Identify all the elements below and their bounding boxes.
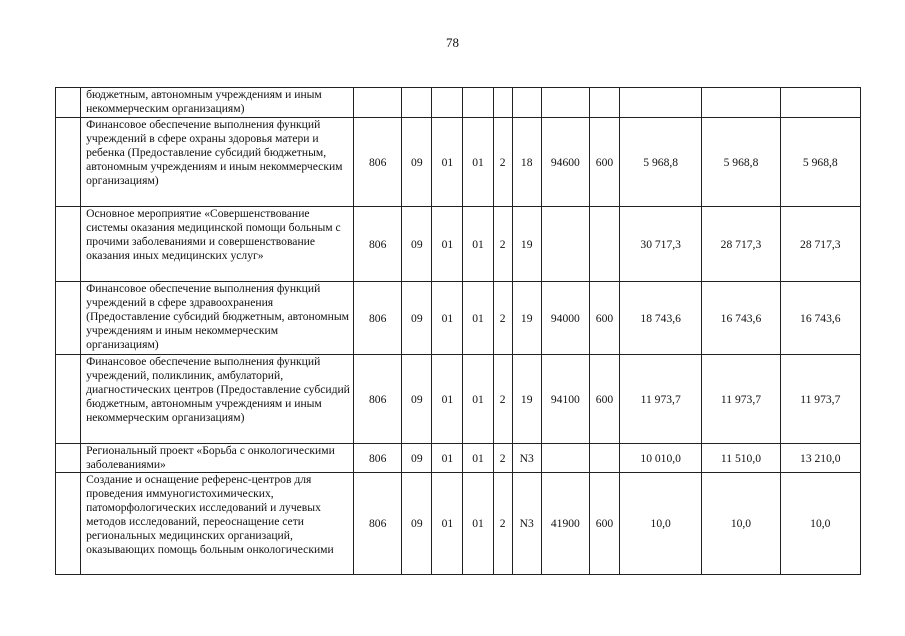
table-row xyxy=(56,118,861,207)
subsection-code-cell: 01 xyxy=(432,355,463,444)
row-index-cell xyxy=(56,444,81,473)
expense-type-cell xyxy=(589,207,619,282)
event-code-cell: N3 xyxy=(512,473,541,575)
sum-year1-cell: 11 973,7 xyxy=(620,355,702,444)
sum-year1-cell: 18 743,6 xyxy=(620,282,702,355)
program-code-cell: 01 xyxy=(463,355,493,444)
sum-year2-cell: 11 510,0 xyxy=(702,444,780,473)
sum-year3-cell: 11 973,7 xyxy=(780,355,860,444)
expense-type-cell xyxy=(589,88,619,118)
subprogram-code-cell: 2 xyxy=(493,118,512,207)
admin-code-cell: 806 xyxy=(354,355,402,444)
expense-type-cell: 600 xyxy=(589,118,619,207)
sum-year3-cell: 28 717,3 xyxy=(780,207,860,282)
sum-year1-cell: 5 968,8 xyxy=(620,118,702,207)
row-index-cell xyxy=(56,207,81,282)
sum-year2-cell: 11 973,7 xyxy=(702,355,780,444)
table-row xyxy=(56,355,861,444)
subsection-code-cell: 01 xyxy=(432,473,463,575)
subprogram-code-cell: 2 xyxy=(493,444,512,473)
direction-code-cell: 94600 xyxy=(541,118,589,207)
event-code-cell: 19 xyxy=(512,355,541,444)
sum-year1-cell: 10,0 xyxy=(620,473,702,575)
expense-type-cell: 600 xyxy=(589,282,619,355)
event-code-cell: 19 xyxy=(512,207,541,282)
row-index-cell xyxy=(56,355,81,444)
subprogram-code-cell: 2 xyxy=(493,355,512,444)
subsection-code-cell: 01 xyxy=(432,118,463,207)
sum-year3-cell: 5 968,8 xyxy=(780,118,860,207)
sum-year2-cell: 16 743,6 xyxy=(702,282,780,355)
expense-name-cell: Финансовое обеспечение выполнения функций учреждений, поликлиник, амбулаторий, диагностических центров (Предоставление субсидий бюджетным, автономным учреждениям и иным некоммерческим организациям) xyxy=(81,355,354,444)
row-index-cell xyxy=(56,88,81,118)
expense-name-cell: Основное мероприятие «Совершенствование системы оказания медицинской помощи больным с прочими заболеваниями и совершенствование оказания иных медицинских услуг» xyxy=(81,207,354,282)
table-row xyxy=(56,444,861,473)
expense-type-cell: 600 xyxy=(589,473,619,575)
row-index-cell xyxy=(56,118,81,207)
table-row xyxy=(56,473,861,575)
event-code-cell: N3 xyxy=(512,444,541,473)
program-code-cell: 01 xyxy=(463,282,493,355)
subsection-code-cell: 01 xyxy=(432,444,463,473)
direction-code-cell xyxy=(541,207,589,282)
table-row xyxy=(56,282,861,355)
sum-year3-cell: 10,0 xyxy=(780,473,860,575)
direction-code-cell: 41900 xyxy=(541,473,589,575)
sum-year2-cell: 10,0 xyxy=(702,473,780,575)
sum-year3-cell xyxy=(780,88,860,118)
program-code-cell: 01 xyxy=(463,207,493,282)
subsection-code-cell: 01 xyxy=(432,207,463,282)
sum-year2-cell xyxy=(702,88,780,118)
program-code-cell xyxy=(463,88,493,118)
direction-code-cell xyxy=(541,444,589,473)
sum-year1-cell: 30 717,3 xyxy=(620,207,702,282)
sum-year3-cell: 16 743,6 xyxy=(780,282,860,355)
expense-type-cell: 600 xyxy=(589,355,619,444)
sum-year2-cell: 5 968,8 xyxy=(702,118,780,207)
subprogram-code-cell xyxy=(493,88,512,118)
expense-name-cell: Региональный проект «Борьба с онкологическими заболеваниями» xyxy=(81,444,354,473)
admin-code-cell: 806 xyxy=(354,207,402,282)
sum-year1-cell: 10 010,0 xyxy=(620,444,702,473)
admin-code-cell: 806 xyxy=(354,118,402,207)
admin-code-cell: 806 xyxy=(354,444,402,473)
subsection-code-cell xyxy=(432,88,463,118)
section-code-cell: 09 xyxy=(402,444,432,473)
admin-code-cell xyxy=(354,88,402,118)
admin-code-cell: 806 xyxy=(354,282,402,355)
expense-name-cell: Финансовое обеспечение выполнения функций учреждений в сфере здравоохранения (Предоставление субсидий бюджетным, автономным учреждениям и иным некоммерческим организациям) xyxy=(81,282,354,355)
expense-name-cell: бюджетным, автономным учреждениям и иным некоммерческим организациям) xyxy=(81,88,354,118)
section-code-cell: 09 xyxy=(402,118,432,207)
program-code-cell: 01 xyxy=(463,444,493,473)
subprogram-code-cell: 2 xyxy=(493,473,512,575)
expense-name-cell: Финансовое обеспечение выполнения функций учреждений в сфере охраны здоровья матери и ребенка (Предоставление субсидий бюджетным, автономным учреждениям и иным некоммерческим организациям) xyxy=(81,118,354,207)
event-code-cell: 19 xyxy=(512,282,541,355)
section-code-cell: 09 xyxy=(402,207,432,282)
sum-year1-cell xyxy=(620,88,702,118)
direction-code-cell: 94000 xyxy=(541,282,589,355)
event-code-cell xyxy=(512,88,541,118)
subsection-code-cell: 01 xyxy=(432,282,463,355)
row-index-cell xyxy=(56,282,81,355)
section-code-cell xyxy=(402,88,432,118)
program-code-cell: 01 xyxy=(463,118,493,207)
expense-name-cell: Создание и оснащение референс-центров для проведения иммуногистохимических, патоморфологических исследований и лучевых методов исследований, переоснащение сети региональных медицинских организаций, оказывающих помощь больным онкологическими xyxy=(81,473,354,575)
direction-code-cell: 94100 xyxy=(541,355,589,444)
direction-code-cell xyxy=(541,88,589,118)
expense-type-cell xyxy=(589,444,619,473)
sum-year2-cell: 28 717,3 xyxy=(702,207,780,282)
table-row xyxy=(56,207,861,282)
subprogram-code-cell: 2 xyxy=(493,282,512,355)
row-index-cell xyxy=(56,473,81,575)
budget-table xyxy=(55,87,861,575)
table-row xyxy=(56,88,861,118)
section-code-cell: 09 xyxy=(402,473,432,575)
event-code-cell: 18 xyxy=(512,118,541,207)
sum-year3-cell: 13 210,0 xyxy=(780,444,860,473)
section-code-cell: 09 xyxy=(402,355,432,444)
section-code-cell: 09 xyxy=(402,282,432,355)
page-number: 78 xyxy=(446,35,459,50)
subprogram-code-cell: 2 xyxy=(493,207,512,282)
admin-code-cell: 806 xyxy=(354,473,402,575)
program-code-cell: 01 xyxy=(463,473,493,575)
